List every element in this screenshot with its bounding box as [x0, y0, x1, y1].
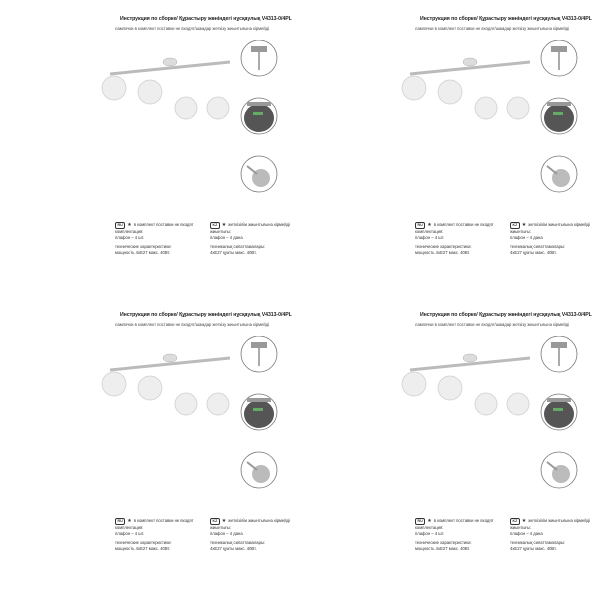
kz-star-note: жеткізілім жиынтығына кірмейді: [228, 222, 290, 227]
ceiling-plate-icon: [541, 98, 577, 134]
kz-badge: KZ: [210, 518, 220, 525]
lamp-illustration: [100, 50, 235, 130]
star-icon: ★: [221, 222, 227, 228]
instruction-sheet: [5, 12, 295, 302]
sheet-title: Инструкция по сборке/ Құрастыру жөніндегі нұсқаулық V4313-0/4PL: [120, 16, 292, 22]
kz-items-label: жиынтығы:: [210, 525, 232, 531]
sheet-note: лампочки в комплект поставки не входят/шамдар жеткізу жиынтығына кірмейді: [415, 322, 570, 327]
ru-star-note: в комплект поставки не входят: [433, 518, 494, 523]
ru-items-value: плафон – 4 шт.: [115, 234, 145, 240]
kz-items-label: жиынтығы:: [510, 229, 532, 235]
kz-items-value: плафон – 4 дана: [210, 530, 243, 536]
star-icon: ★: [521, 222, 527, 228]
ru-badge: RU: [115, 222, 125, 229]
ceiling-plate-icon: [241, 98, 277, 134]
ru-items-label: комплектация:: [415, 229, 444, 235]
bracket-mount-icon: [241, 336, 277, 372]
ru-spec-value: мощность 4хE27 макс. 40Вт.: [115, 249, 171, 255]
instruction-sheet: [305, 12, 595, 302]
legend-kz: [210, 518, 290, 551]
bracket-mount-icon: [541, 40, 577, 76]
sheet-title: Инструкция по сборке/ Құрастыру жөніндегі нұсқаулық V4313-0/4PL: [120, 312, 292, 318]
ru-spec-value: мощность 4хE27 макс. 40Вт.: [415, 545, 471, 551]
ru-items-label: комплектация:: [115, 525, 144, 531]
kz-star-note: жеткізілім жиынтығына кірмейді: [528, 518, 590, 523]
ceiling-plate-icon: [241, 394, 277, 430]
instruction-sheet: [305, 308, 595, 598]
ru-spec-label: технические характеристики:: [115, 540, 172, 546]
kz-spec-label: техникалық сипаттамалары:: [510, 244, 566, 250]
star-icon: ★: [427, 518, 432, 524]
kz-star-note: жеткізілім жиынтығына кірмейді: [228, 518, 290, 523]
ru-spec-value: мощность 4хE27 макс. 40Вт.: [115, 545, 171, 551]
legend-ru: [415, 518, 494, 551]
sheet-title: Инструкция по сборке/ Құрастыру жөніндегі нұсқаулық V4313-0/4PL: [420, 312, 592, 318]
star-icon: ★: [127, 518, 132, 524]
kz-spec-value: 4хE27 қуаты макс. 40Вт.: [210, 249, 257, 255]
star-icon: ★: [521, 518, 527, 524]
ru-spec-label: технические характеристики:: [415, 540, 472, 546]
assembly-steps: [533, 336, 585, 496]
legend-kz: [510, 518, 590, 551]
legend-ru: [115, 518, 194, 551]
kz-spec-value: 4хE27 қуаты макс. 40Вт.: [210, 545, 257, 551]
legend-ru: [115, 222, 194, 255]
bracket-mount-icon: [241, 40, 277, 76]
lamp-illustration: [400, 50, 535, 130]
legend-kz: [510, 222, 590, 255]
kz-badge: KZ: [210, 222, 220, 229]
kz-items-value: плафон – 4 дана: [510, 530, 543, 536]
ru-badge: RU: [415, 222, 425, 229]
ru-star-note: в комплект поставки не входят: [433, 222, 494, 227]
lamp-illustration: [400, 346, 535, 426]
ceiling-plate-icon: [541, 394, 577, 430]
ru-badge: RU: [415, 518, 425, 525]
ru-items-value: плафон – 4 шт.: [115, 530, 145, 536]
bulb-socket-icon: [541, 156, 577, 192]
kz-items-value: плафон – 4 дана: [210, 234, 243, 240]
ru-star-note: в комплект поставки не входят: [133, 518, 194, 523]
lamp-illustration: [100, 346, 235, 426]
kz-spec-label: техникалық сипаттамалары:: [210, 540, 266, 546]
ru-badge: RU: [115, 518, 125, 525]
kz-items-label: жиынтығы:: [510, 525, 532, 531]
kz-items-label: жиынтығы:: [210, 229, 232, 235]
kz-items-value: плафон – 4 дана: [510, 234, 543, 240]
ru-items-label: комплектация:: [415, 525, 444, 531]
star-icon: ★: [221, 518, 227, 524]
legend-ru: [415, 222, 494, 255]
ru-spec-value: мощность 4хE27 макс. 40Вт.: [415, 249, 471, 255]
sheet-note: лампочки в комплект поставки не входят/шамдар жеткізу жиынтығына кірмейді: [115, 26, 270, 31]
bulb-socket-icon: [241, 452, 277, 488]
assembly-steps: [533, 40, 585, 200]
ru-items-value: плафон – 4 шт.: [415, 234, 445, 240]
kz-spec-value: 4хE27 қуаты макс. 40Вт.: [510, 545, 557, 551]
bracket-mount-icon: [541, 336, 577, 372]
sheet-note: лампочки в комплект поставки не входят/шамдар жеткізу жиынтығына кірмейді: [115, 322, 270, 327]
sheet-note: лампочки в комплект поставки не входят/шамдар жеткізу жиынтығына кірмейді: [415, 26, 570, 31]
ru-spec-label: технические характеристики:: [115, 244, 172, 250]
ru-items-value: плафон – 4 шт.: [415, 530, 445, 536]
ru-items-label: комплектация:: [115, 229, 144, 235]
bulb-socket-icon: [541, 452, 577, 488]
sheet-title: Инструкция по сборке/ Құрастыру жөніндегі нұсқаулық V4313-0/4PL: [420, 16, 592, 22]
ru-spec-label: технические характеристики:: [415, 244, 472, 250]
star-icon: ★: [127, 222, 132, 228]
kz-spec-label: техникалық сипаттамалары:: [210, 244, 266, 250]
assembly-steps: [233, 40, 285, 200]
kz-badge: KZ: [510, 222, 520, 229]
ru-star-note: в комплект поставки не входят: [133, 222, 194, 227]
kz-spec-label: техникалық сипаттамалары:: [510, 540, 566, 546]
kz-spec-value: 4хE27 қуаты макс. 40Вт.: [510, 249, 557, 255]
instruction-sheet: [5, 308, 295, 598]
assembly-steps: [233, 336, 285, 496]
kz-star-note: жеткізілім жиынтығына кірмейді: [528, 222, 590, 227]
kz-badge: KZ: [510, 518, 520, 525]
legend-kz: [210, 222, 290, 255]
star-icon: ★: [427, 222, 432, 228]
bulb-socket-icon: [241, 156, 277, 192]
